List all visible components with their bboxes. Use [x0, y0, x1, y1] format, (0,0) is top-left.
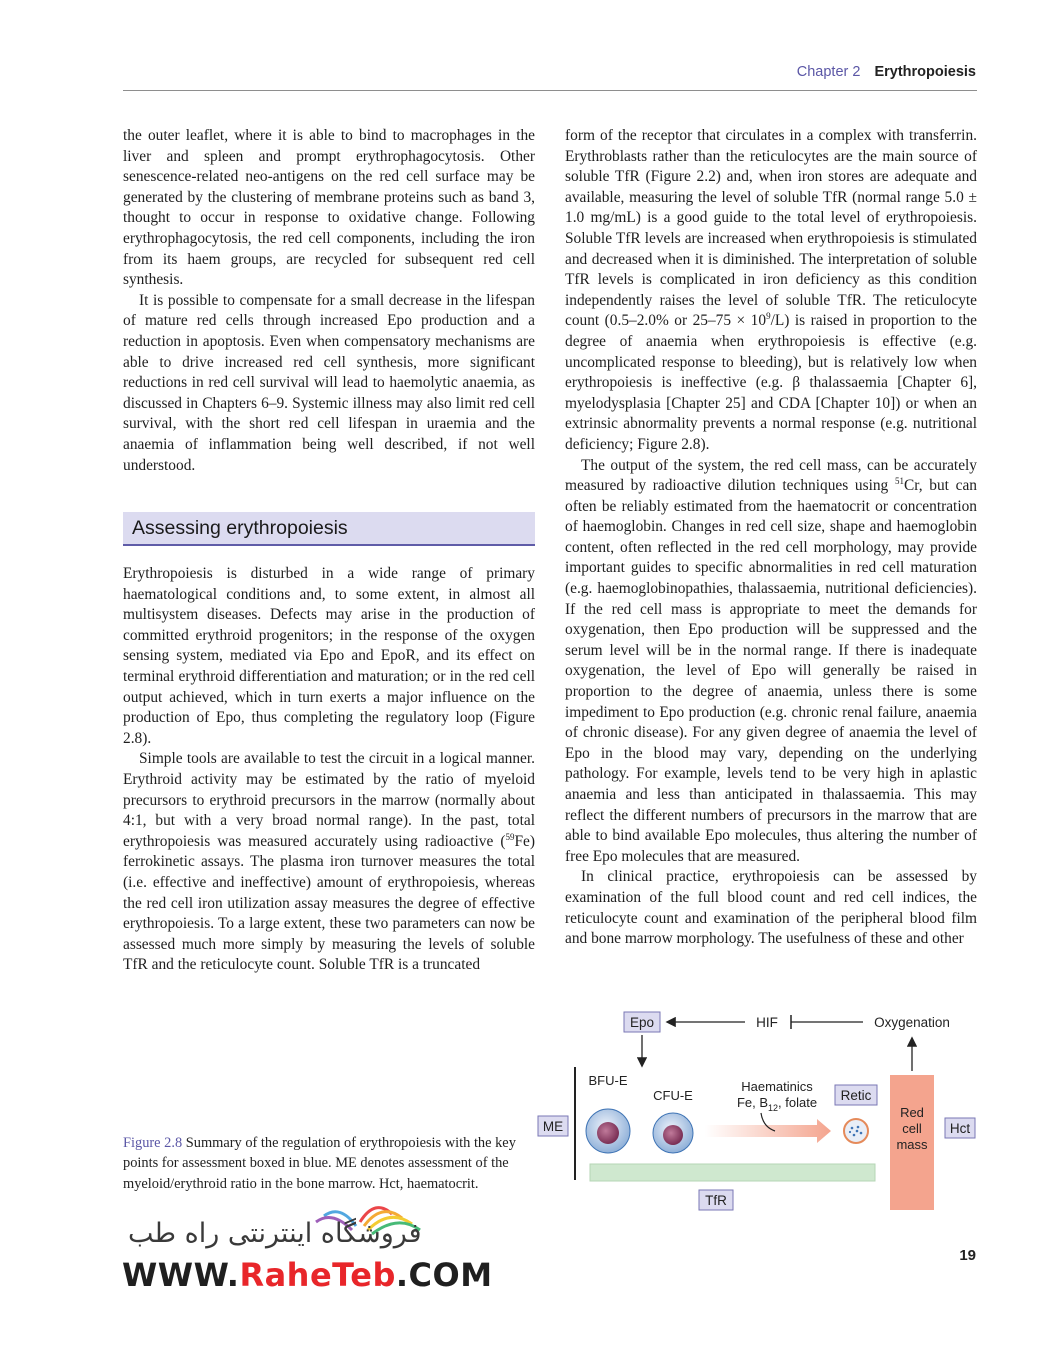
watermark-url[interactable]: WWW.RaheTeb.COM: [122, 1256, 493, 1294]
maturation-arrow: [705, 1119, 831, 1143]
paragraph: form of the receptor that circulates in a complex with transferrin. Erythroblasts rather than the reticulocytes are the main source of soluble TfR (Figure 2.2) and, when iron stores are adequate and available, measuring the level of soluble TfR (normal range 5.0 ± 1.0 mg/mL) is a good guide to the total level of erythropoiesis. Soluble TfR levels are increased when erythropoiesis is stimulated and decreased when it is diminished. The interpretation of soluble TfR levels is complicated in iron deficiency as this condition independently raises the level of soluble TfR. The reticulocyte count (0.5–2.0% or $25-75 \times 10^9/L$) is raised in proportion to the degree of anaemia when erythropoiesis is effective (e.g. uncomplicated response to bleeding), but is relatively low when erythropoiesis is ineffective (e.g. β thalassaemia [Chapter 6], myelodysplasia [Chapter 25] and CDA [Chapter 10]) or when an extrinsic abnormality prevents a normal response (e.g. nutritional deficiency; Figure 2.8).: [565, 127, 977, 453]
oxygenation-label: Oxygenation: [874, 1015, 950, 1030]
retic-box: [835, 1085, 877, 1105]
paragraph: Simple tools are available to test the circuit in a logical manner. Erythroid activity may be estimated by the ratio of myeloid precursors to erythroid precursors in the marrow (normally about 4:1, but with a very broad normal range). In the past, total erythropoiesis was measured accurately using radioactive ($^{59}$Fe) ferrokinetic assays. The plasma iron turnover measures the total (i.e. effective and ineffective) amount of erythropoiesis, whereas the red cell iron utilization assay measures the degree of effective erythropoiesis. To a large extent, these two parameters can now be assessed much more simply by measuring the levels of soluble TfR and the reticulocyte count. Soluble TfR is a truncated: [123, 750, 535, 974]
red-cell-mass-box: [890, 1075, 934, 1210]
svg-text:ME: ME: [542, 1119, 564, 1134]
bfu-e-label: BFU-E: [588, 1073, 628, 1088]
svg-text:Hct: Hct: [949, 1121, 971, 1136]
page-number: 19: [959, 1247, 976, 1264]
svg-text:Retic: Retic: [840, 1088, 872, 1103]
hct-box: [945, 1118, 975, 1138]
cfu-e-label: CFU-E: [653, 1088, 693, 1103]
running-header: [797, 64, 976, 80]
chapter-number: Chapter 2: [796, 64, 861, 80]
epo-label: Epo: [629, 1015, 655, 1030]
hif-label: HIF: [756, 1015, 778, 1030]
chapter-title: Erythropoiesis: [874, 64, 976, 80]
epo-box: [624, 1012, 660, 1032]
haematinics-detail: Fe, $B_{12}$, folate: [736, 1095, 818, 1113]
paragraph: Erythropoiesis is disturbed in a wide range of primary haematological conditions and, to some extent, in almost all multisystem diseases. Defects may arise in the production of committed erythroid progenitors; in the response of the oxygen sensing system, mediated via Epo and EpoR, and its effect on terminal erythroid differentiation and maturation; or in the red cell output achieved, which in turn exerts a major influence on the production of Epo, thus completing the regulatory loop (Figure 2.8).: [123, 565, 535, 747]
figure-2-8: [535, 1005, 995, 1225]
section-heading: Assessing erythropoiesis: [123, 512, 535, 546]
svg-text:TfR: TfR: [705, 1193, 727, 1208]
me-box: [538, 1116, 568, 1136]
paragraph: In clinical practice, erythropoiesis can be assessed by examination of the full blood count and red cell indices, the reticulocyte count and examination of the peripheral blood film and bone marrow morphology. The usefulness of these and other: [565, 868, 977, 948]
haematinics-label: Haematinics: [741, 1079, 813, 1094]
paragraph: The output of the system, the red cell mass, can be accurately measured by radioactive dilution techniques using $^{51}$Cr, but can often be reliably estimated from the haematocrit or concentration of haemoglobin. Changes in red cell size, shape and haemoglobin content, often reflected in the red cell morphology, may provide important guides to specific abnormalities in red cell maturation (e.g. haemoglobinopathies, thalassaemia, nutritional deficiencies). If the red cell mass is appropriate to meet the demands for oxygenation, then Epo production will be suppressed and the serum level will be in the normal range. If there is inadequate oxygenation, the level of Epo will generally be raised in proportion to the degree of anaemia, unless there is some impediment to Epo production (e.g. chronic renal failure, anaemia of chronic disease). For any given degree of anaemia the level of Epo in the blood may vary, depending on the underlying pathology. For example, levels tend to be very high in aplastic anaemia and less than anticipated in thalassaemia. This may reflect the different numbers of precursors in the marrow that are able to bind available Epo molecules, thus altering the number of free Epo molecules that are measured.: [565, 456, 977, 865]
svg-text:mass: mass: [896, 1137, 928, 1152]
tfr-box: [699, 1190, 733, 1210]
cfu-e-cell: [653, 1113, 693, 1153]
reticulocyte-cell: [844, 1119, 868, 1143]
figure-label: Figure 2.8: [123, 1135, 183, 1151]
right-column: [565, 126, 977, 950]
left-column: [123, 126, 535, 976]
header-rule: [123, 90, 977, 91]
watermark-persian-text: فروشگاه اینترنتی راه طب: [128, 1218, 422, 1249]
paragraph: the outer leaflet, where it is able to bind to macrophages in the liver and spleen and prompt erythrophagocytosis. Other senescence-related neo-antigens on the red cell surface may be generated by the clustering of membrane proteins such as band 3, thought to occur in response to oxidative change. Following erythrophagocytosis, the red cell components, including the iron from its haem groups, are recycled for subsequent red cell synthesis.: [123, 127, 535, 289]
caption-text: Summary of the regulation of erythropoiesis with the key points for assessment boxed in blue. ME denotes assessment of the myeloid/erythroid ratio in the bone marrow. Hct, haematocrit.: [123, 1135, 516, 1192]
figure-caption: [123, 1133, 523, 1194]
svg-text:cell: cell: [902, 1121, 922, 1136]
svg-text:Red: Red: [900, 1105, 924, 1120]
paragraph: It is possible to compensate for a small decrease in the lifespan of mature red cells through increased Epo production and a reduction in apoptosis. Even when compensatory mechanisms are able to drive increased red cell synthesis, more significant reductions in red cell survival will lead to haemolytic anaemia, as discussed in Chapters 6–9. Systemic illness may also limit red cell survival, with the short red cell lifespan in uraemia and the anaemia of inflammation being well described, if not well understood.: [123, 291, 535, 474]
bfu-e-cell: [586, 1109, 630, 1153]
tfr-bar: [590, 1164, 875, 1181]
